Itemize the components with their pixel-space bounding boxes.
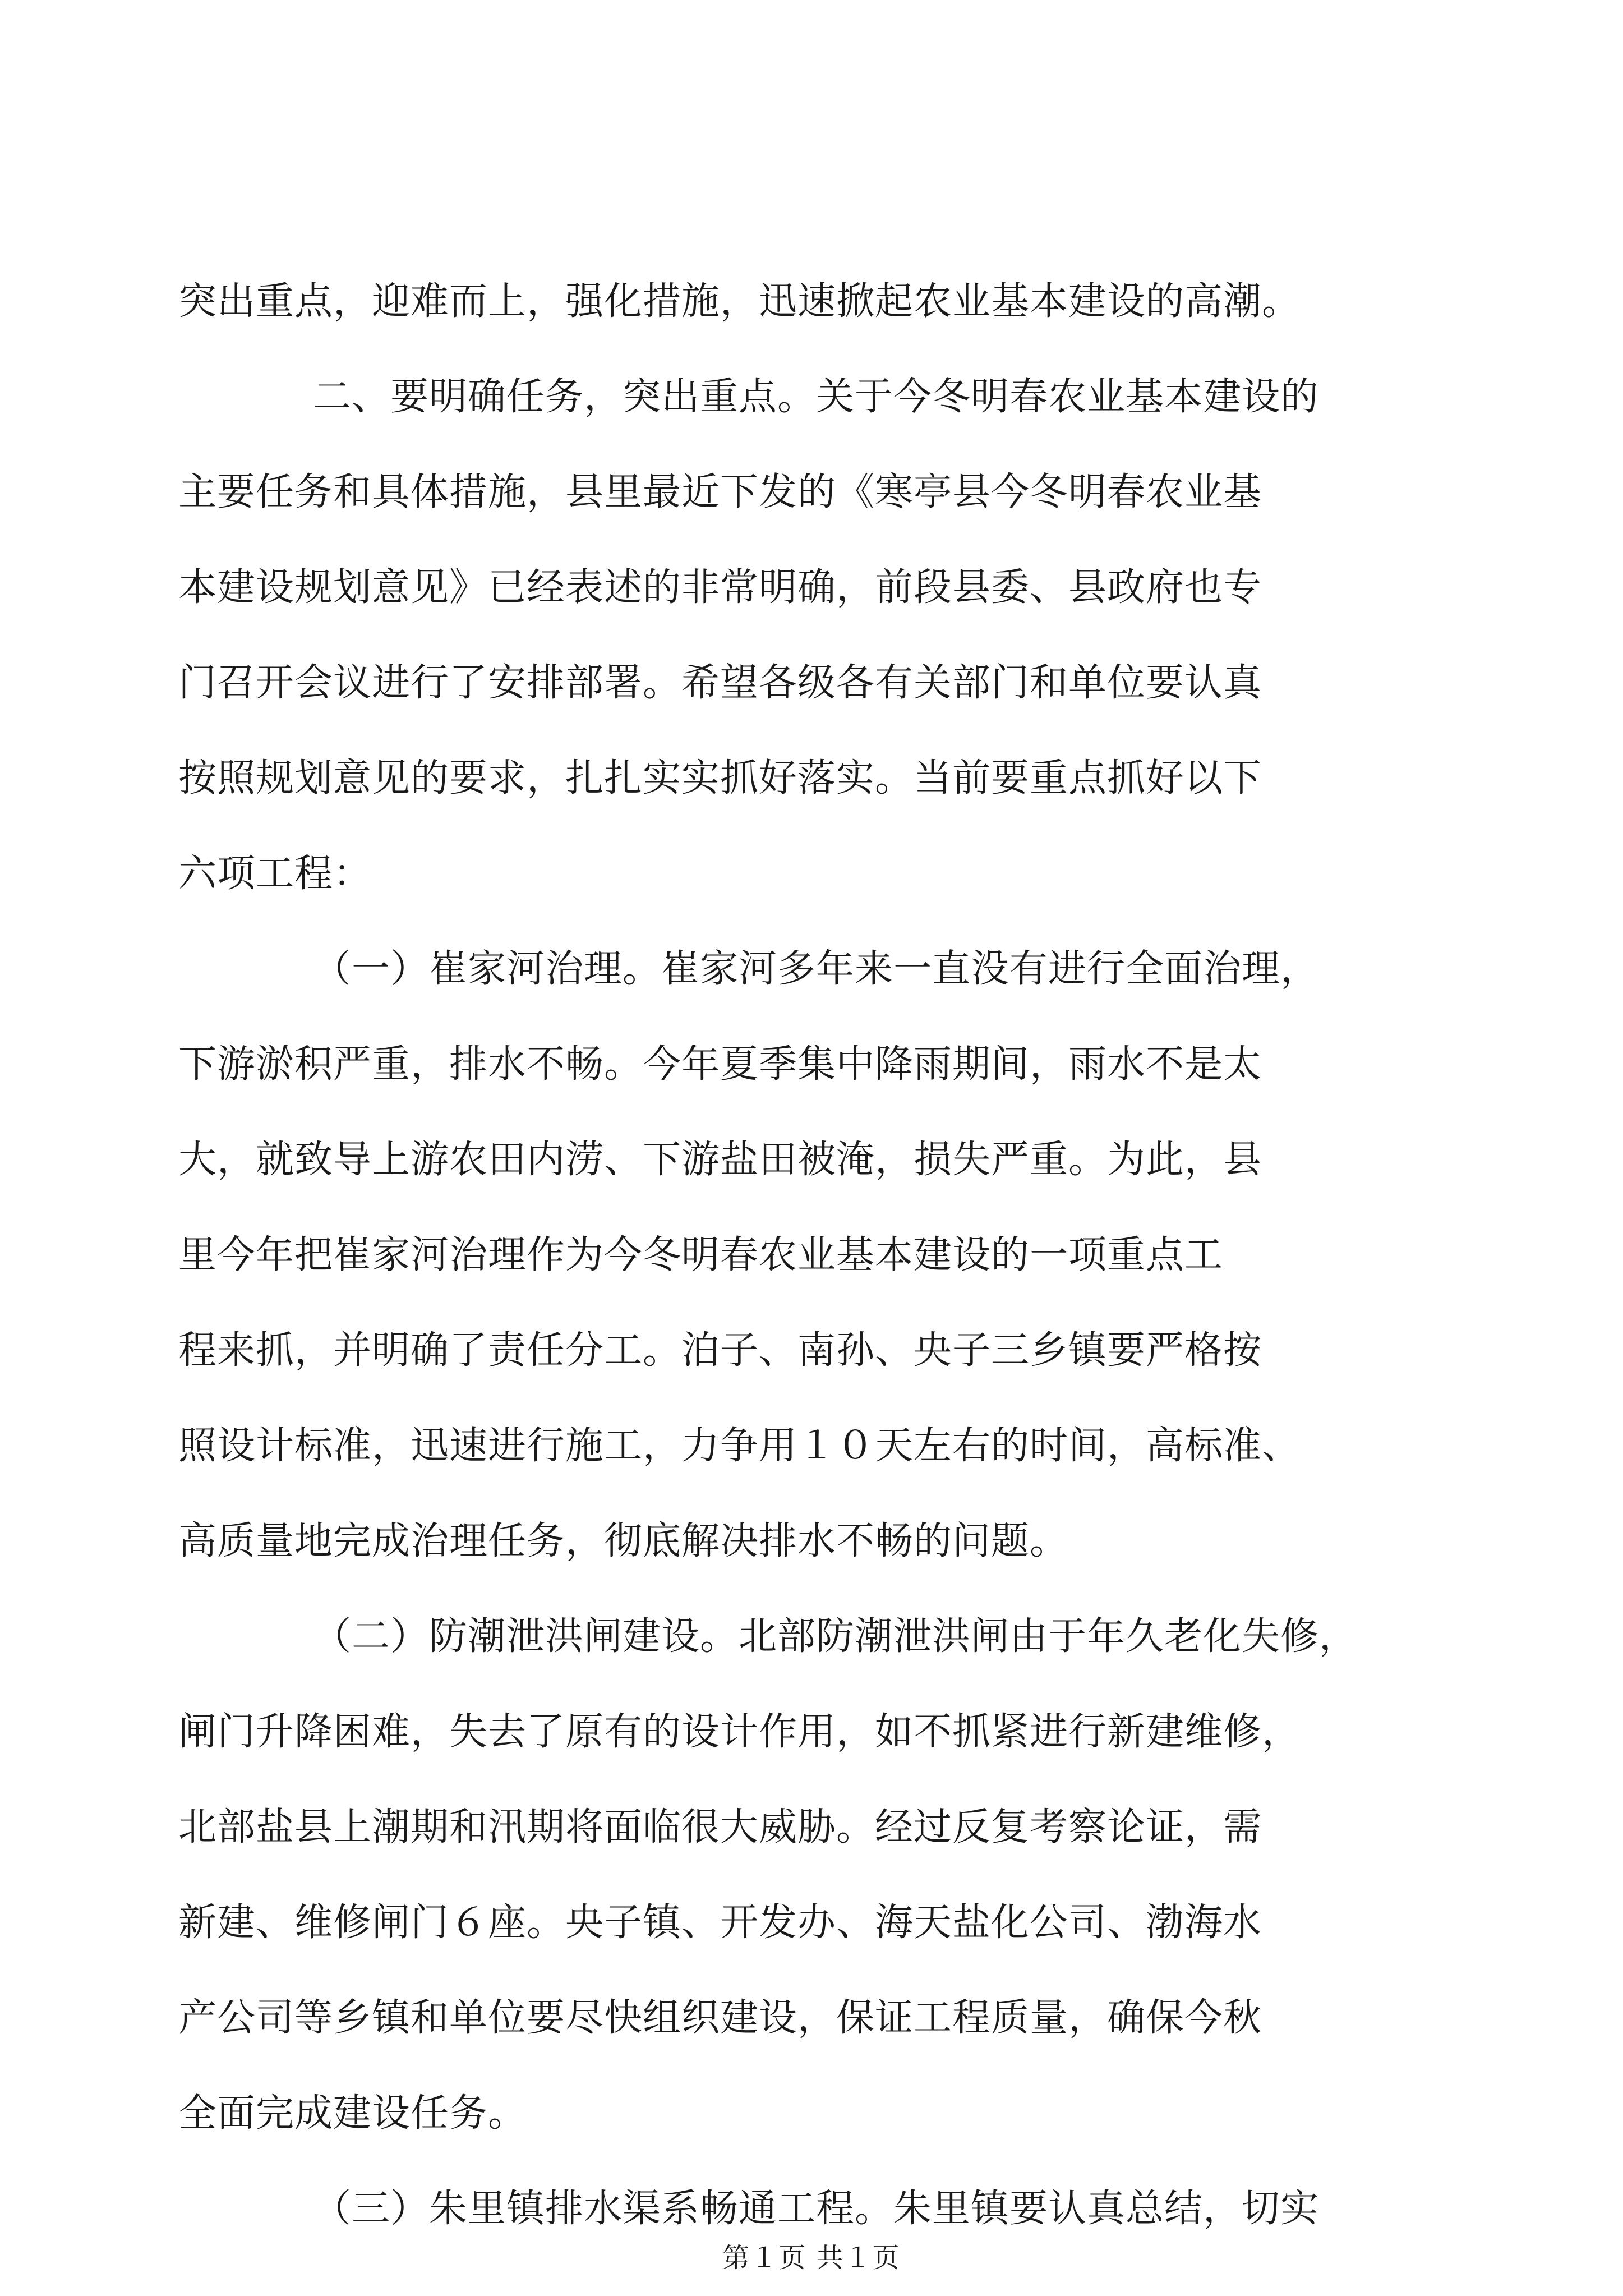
text-line: 大，就致导上游农田内涝、下游盐田被淹，损失严重。为此，县 [178, 1138, 1262, 1182]
text-line: 门召开会议进行了安排部署。希望各级各有关部门和单位要认真 [178, 661, 1262, 705]
text-line: 主要任务和具体措施，县里最近下发的《寒亭县今冬明春农业基 [178, 470, 1262, 514]
text-line: 高质量地完成治理任务，彻底解决排水不畅的问题。 [178, 1519, 1069, 1563]
text-line: 程来抓，并明确了责任分工。泊子、南孙、央子三乡镇要严格按 [178, 1328, 1262, 1373]
text-line: 二、要明确任务，突出重点。关于今冬明春农业基本建设的 [313, 375, 1320, 419]
text-line: 闸门升降困难，失去了原有的设计作用，如不抓紧进行新建维修， [178, 1710, 1301, 1754]
text-line: 全面完成建设任务。 [178, 2091, 527, 2136]
text-line: （一）崔家河治理。崔家河多年来一直没有进行全面治理， [313, 947, 1320, 991]
text-line: 突出重点，迎难而上，强化措施，迅速掀起农业基本建设的高潮。 [178, 279, 1301, 324]
text-line: 新建、维修闸门６座。央子镇、开发办、海天盐化公司、渤海水 [178, 1901, 1262, 1945]
text-line: 下游淤积严重，排水不畅。今年夏季集中降雨期间，雨水不是太 [178, 1042, 1262, 1087]
text-line: 按照规划意见的要求，扎扎实实抓好落实。当前要重点抓好以下 [178, 756, 1262, 800]
text-line: （二）防潮泄洪闸建设。北部防潮泄洪闸由于年久老化失修， [313, 1614, 1358, 1659]
text-line: 产公司等乡镇和单位要尽快组织建设，保证工程质量，确保今秋 [178, 1996, 1262, 2040]
text-line: 六项工程： [178, 852, 372, 896]
text-line: 北部盐县上潮期和汛期将面临很大威胁。经过反复考察论证，需 [178, 1805, 1262, 1849]
text-line: （三）朱里镇排水渠系畅通工程。朱里镇要认真总结，切实 [313, 2187, 1320, 2231]
text-line: 本建设规划意见》已经表述的非常明确，前段县委、县政府也专 [178, 565, 1262, 610]
page-number-footer: 第１页 共１页 [722, 2242, 901, 2274]
text-line: 照设计标准，迅速进行施工，力争用１０天左右的时间，高标准、 [178, 1424, 1301, 1468]
text-line: 里今年把崔家河治理作为今冬明春农业基本建设的一项重点工 [178, 1233, 1224, 1277]
